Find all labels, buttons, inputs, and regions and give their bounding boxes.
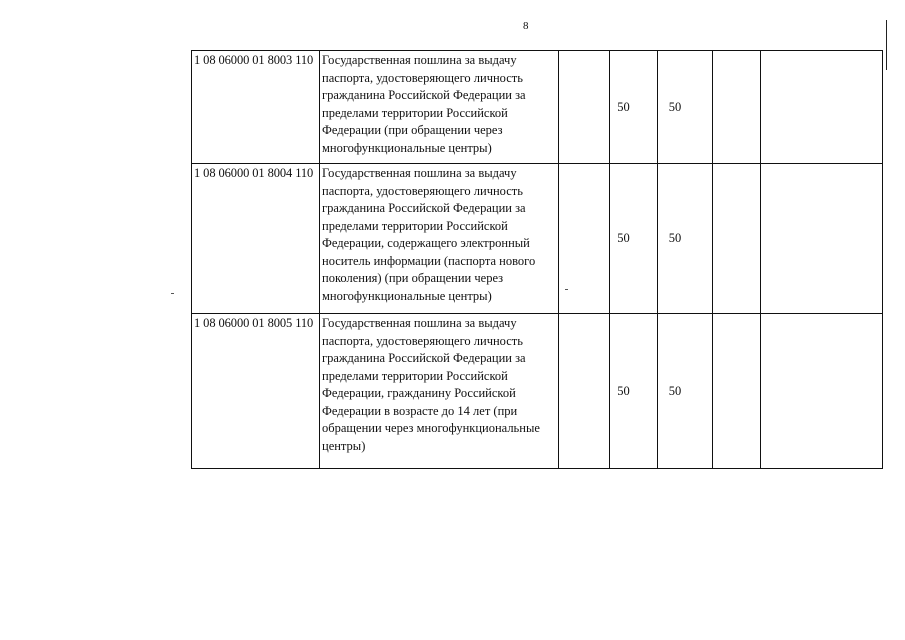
fee-table bbox=[191, 50, 883, 469]
fee-name-cell: Государственная пошлина за выдачу паспорта, удостоверяющего личность гражданина Российской Федерации за пределами территории Российской Федерации, гражданину Российской Федерации в возрасте до 14 лет (при обращении через многофункциональные центры) bbox=[320, 314, 559, 469]
empty-cell bbox=[559, 164, 610, 314]
value-cell bbox=[610, 164, 658, 314]
empty-cell bbox=[559, 314, 610, 469]
value-1-text: 50 bbox=[617, 383, 630, 398]
scan-artifact bbox=[171, 293, 174, 294]
budget-code-cell: 1 08 06000 01 8003 110 bbox=[192, 51, 320, 164]
value-2-text: 50 bbox=[668, 383, 682, 398]
budget-code-cell: 1 08 06000 01 8005 110 bbox=[192, 314, 320, 469]
value-2-text: 50 bbox=[668, 231, 682, 246]
value-cell bbox=[610, 51, 658, 164]
value-cell bbox=[658, 314, 713, 469]
budget-code-cell: 1 08 06000 01 8004 110 bbox=[192, 164, 320, 314]
empty-cell bbox=[713, 164, 761, 314]
empty-cell bbox=[713, 51, 761, 164]
empty-cell bbox=[761, 51, 883, 164]
value-cell bbox=[658, 51, 713, 164]
empty-cell bbox=[761, 164, 883, 314]
value-1-text: 50 bbox=[617, 231, 630, 246]
value-1-text: 50 bbox=[617, 99, 630, 114]
table-row bbox=[192, 164, 883, 314]
table-row bbox=[192, 314, 883, 469]
empty-cell bbox=[713, 314, 761, 469]
page-edge-mark bbox=[886, 20, 887, 70]
fee-name-cell: Государственная пошлина за выдачу паспорта, удостоверяющего личность гражданина Российской Федерации за пределами территории Российской Федерации, содержащего электронный носитель информации (паспорта нового поколения) (при обращении через многофункциональные центры) bbox=[320, 164, 559, 314]
table-row bbox=[192, 51, 883, 164]
value-2-text: 50 bbox=[668, 99, 682, 114]
empty-cell bbox=[761, 314, 883, 469]
empty-cell bbox=[559, 51, 610, 164]
value-cell bbox=[610, 314, 658, 469]
fee-name-cell: Государственная пошлина за выдачу паспорта, удостоверяющего личность гражданина Российской Федерации за пределами территории Российской Федерации (при обращении через многофункциональные центры) bbox=[320, 51, 559, 164]
value-cell bbox=[658, 164, 713, 314]
page-number: 8 bbox=[523, 20, 529, 32]
